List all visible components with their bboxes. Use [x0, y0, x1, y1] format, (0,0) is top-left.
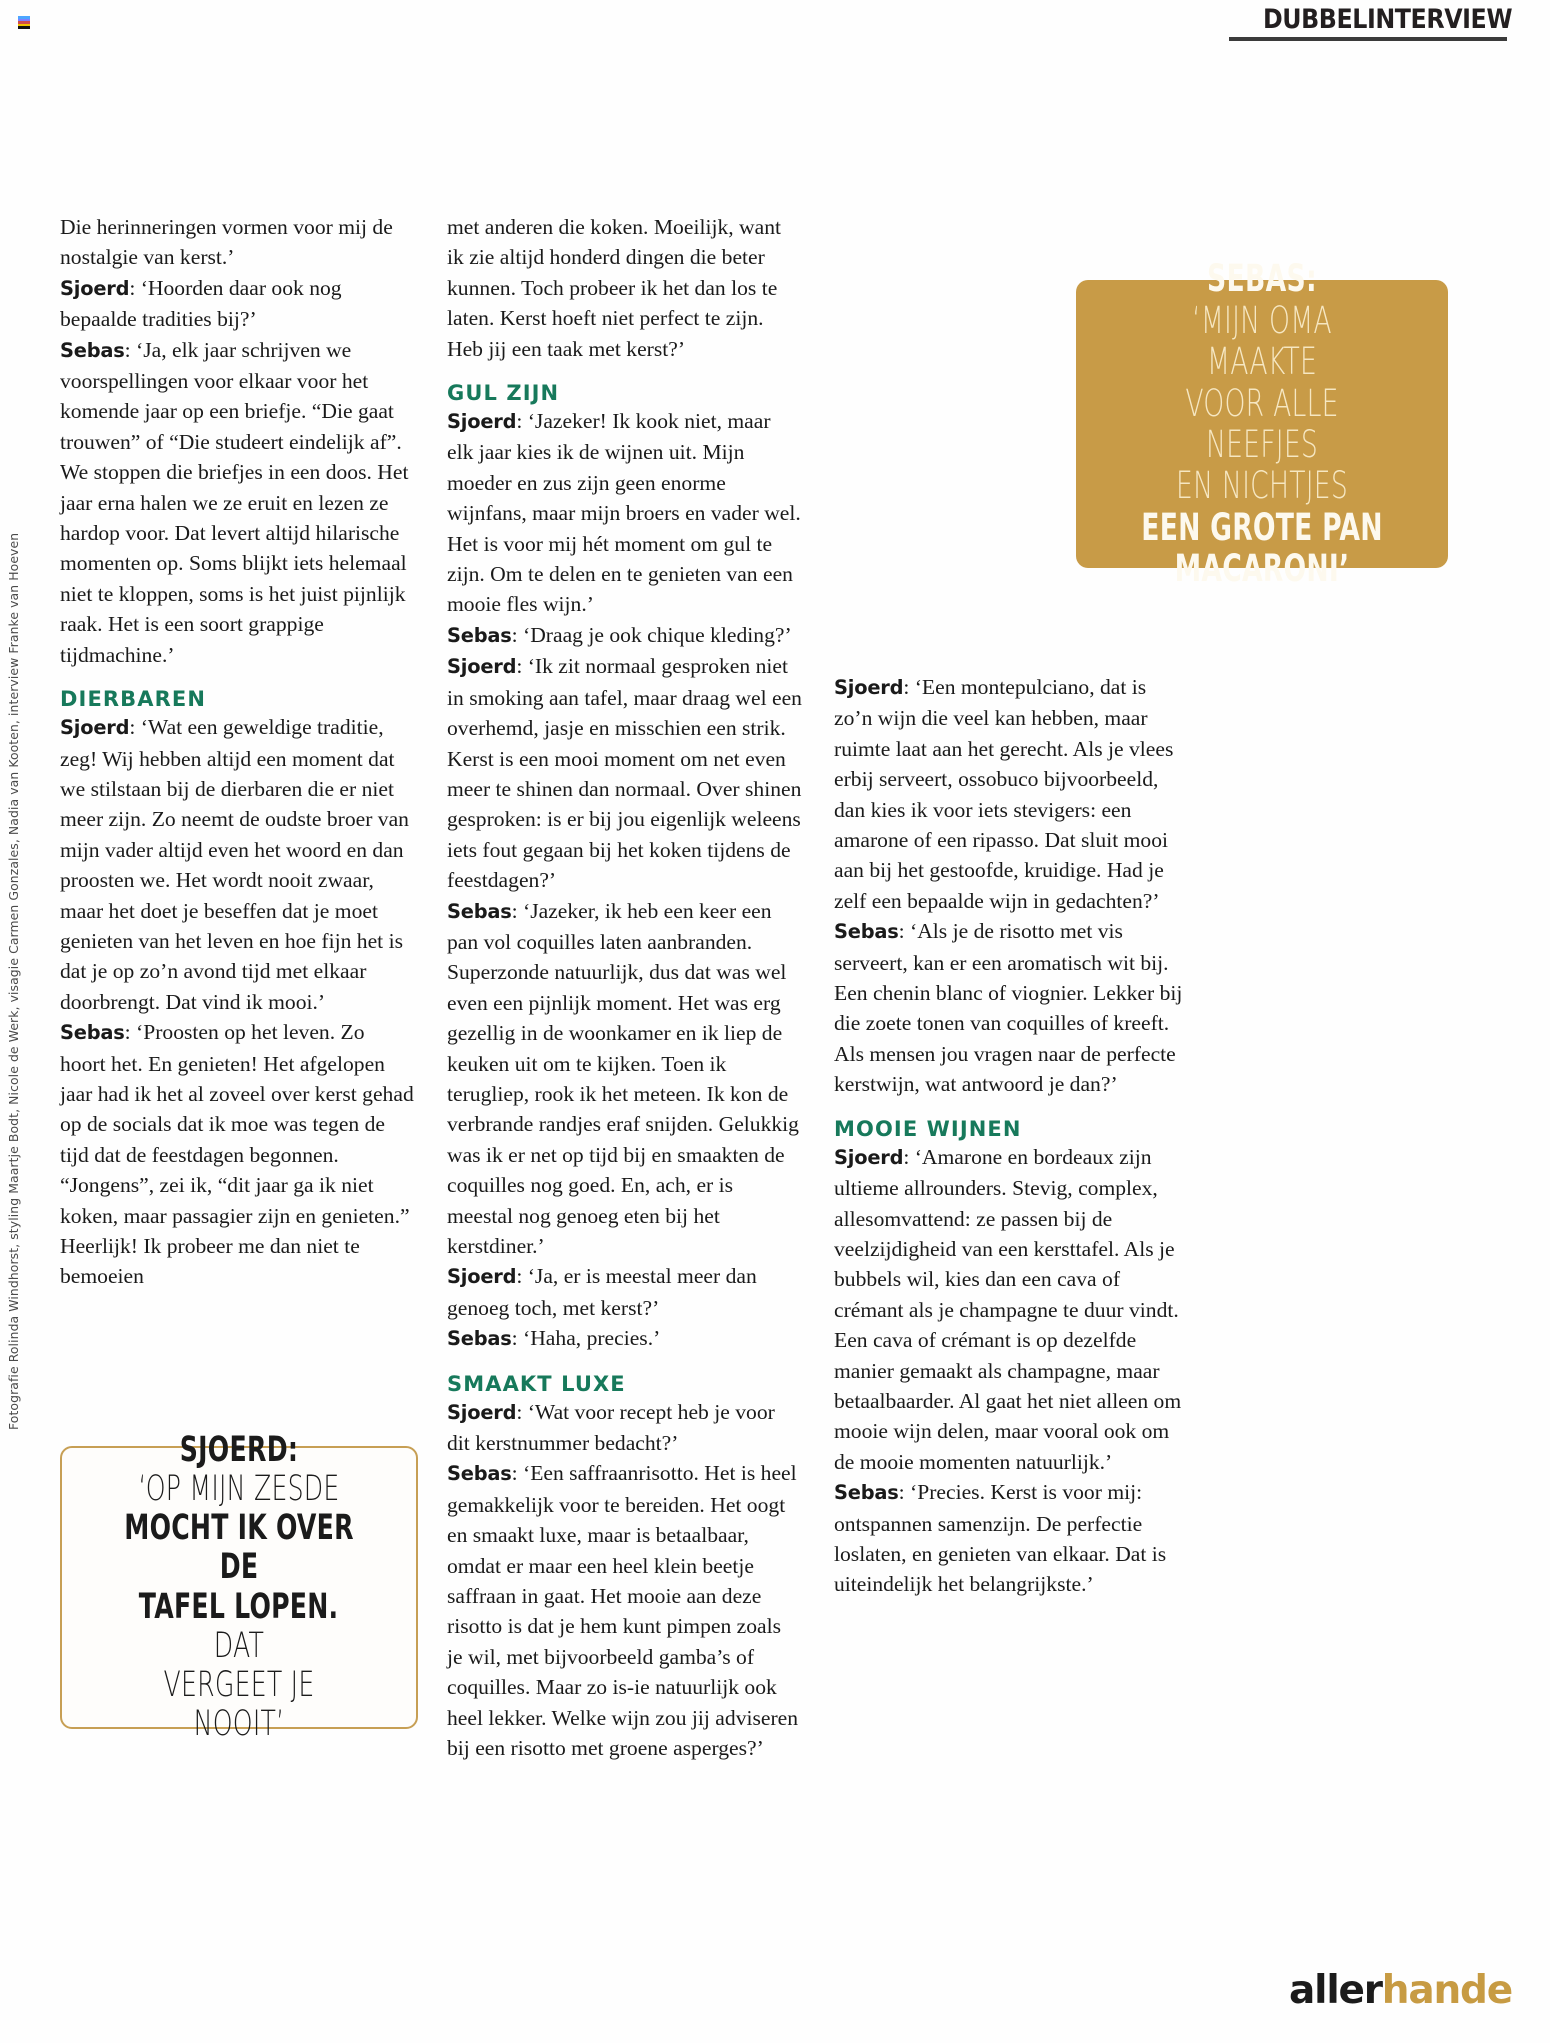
speaker-label: Sjoerd: [447, 1400, 517, 1424]
paragraph: Die herinneringen vormen voor mij de nostalgie van kerst.’: [60, 215, 393, 270]
header-rule: [1229, 37, 1507, 41]
paragraph: Sjoerd: ‘Een montepulciano, dat is zo’n wijn die veel kan hebben, maar ruimte laat aan het gerecht. Als je vlees erbij serveert, ossobuco bijvoorbeeld, dan kies ik voor iets stevigers: een amarone of een ripasso. Dat sluit mooi aan bij het gestoofde, kruidige. Had je zelf een bepaalde wijn in gedachten?’: [834, 675, 1174, 913]
pullquote-line: MACARONI’: [1174, 547, 1350, 591]
paragraph: Sjoerd: ‘Wat een geweldige traditie, zeg! Wij hebben altijd een moment dat we stilstaan bij de dierbaren die er niet meer zijn. Zo neemt de oudste broer van mijn vader altijd even het woord en dan proosten we. Het wordt nooit zwaar, maar het doet je beseffen dat je moet genieten van het leven en hoe fijn het is dat je op zo’n avond tijd met elkaar doorbrengt. Dat vind ik mooi.’: [60, 715, 409, 1014]
paragraph: Sebas: ‘Precies. Kerst is voor mij: ontspannen samenzijn. De perfectie loslaten, en genieten van elkaar. Dat is uiteindelijk het belangrijkste.’: [834, 1480, 1167, 1597]
speaker-label: Sebas: [447, 899, 512, 923]
pullquote-sjoerd: [60, 1429, 418, 1745]
paragraph: Sebas: ‘Proosten op het leven. Zo hoort het. En genieten! Het afgelopen jaar had ik het al zoveel over kerst gehad op de socials dat ik moe was tegen de tijd dat de feestdagen begonnen. “Jongens”, zei ik, “dit jaar ga ik niet koken, maar passagier zijn en genieten.” Heerlijk! Ik probeer me dan niet te bemoeien: [60, 1020, 414, 1289]
paragraph: Sjoerd: ‘Ja, er is meestal meer dan genoeg toch, met kerst?’: [447, 1264, 757, 1320]
pullquote-line: EEN GROTE PAN: [1141, 505, 1383, 549]
paragraph: Sjoerd: ‘Amarone en bordeaux zijn ultieme allrounders. Stevig, complex, allesomvattend: ze passen bij de veelzijdigheid van een kersttafel. Als je bubbels wil, kies dan een cava of crémant als je champagne te duur vindt. Een cava of crémant is op dezelfde manier gemaakt als champagne, maar betaalbaarder. Al gaat het niet alleen om mooie wijn delen, maar vooral ook om de mooie momenten natuurlijk.’: [834, 1144, 1182, 1474]
paragraph: Sjoerd: ‘Hoorden daar ook nog bepaalde tradities bij?’: [60, 275, 342, 332]
speaker-label: Sebas: [447, 1327, 512, 1351]
pullquote-line: EN NICHTJES: [1176, 464, 1348, 508]
registration-mark-icon: [18, 16, 30, 29]
paragraph: Sjoerd: ‘Wat voor recept heb je voor dit kerstnummer bedacht?’: [447, 1399, 775, 1456]
pullquote-line: VOOR ALLE NEEFJES: [1185, 381, 1339, 466]
speaker-label: Sebas: [60, 338, 125, 362]
speaker-label: Sjoerd: [834, 1145, 904, 1169]
column-2: [447, 212, 802, 1764]
speaker-label: Sjoerd: [60, 276, 130, 300]
page-kicker: DUBBELINTERVIEW: [1262, 4, 1512, 35]
pullquote-line: MOCHT IK OVER DE: [124, 1508, 354, 1588]
paragraph: Sebas: ‘Een saffraanrisotto. Het is heel gemakkelijk voor te bereiden. Het oogt en smaakt luxe, maar is betaalbaar, omdat er maar een heel klein beetje saffraan in gaat. Het mooie aan deze risotto is dat je hem kunt pimpen zoals je wil, met bijvoorbeeld gamba’s of coquilles. Maar zo is-ie natuurlijk ook heel lekker. Welke wijn zou jij adviseren bij een risotto met groene asperges?’: [447, 1461, 799, 1761]
paragraph: met anderen die koken. Moeilijk, want ik zie altijd honderd dingen die beter kunnen. Toch probeer ik het dan los te laten. Kerst hoeft niet perfect te zijn. Heb jij een taak met kerst?’: [447, 215, 782, 361]
section-heading-dierbaren: DIERBAREN: [60, 687, 207, 712]
pullquote-line: ‘OP MIJN ZESDE: [138, 1468, 340, 1509]
pullquote-line: TAFEL LOPEN.: [139, 1586, 339, 1627]
speaker-label: Sjoerd: [60, 716, 130, 740]
paragraph: Sjoerd: ‘Ik zit normaal gesproken niet in smoking aan tafel, maar draag wel een overhemd, jasje en misschien een strik. Kerst is een mooi moment om net even meer te shinen dan normaal. Over shinen gesproken: is er bij jou eigenlijk weleens iets fout gegaan bij het koken tijdens de feestdagen?’: [447, 654, 802, 893]
section-heading-gul-zijn: GUL ZIJN: [447, 381, 560, 406]
speaker-label: Sebas: [60, 1021, 125, 1045]
logo-part-aller: aller: [1289, 1968, 1382, 2013]
photo-credits: Fotografie Rolinda Windhorst, styling Maartje Bodt, Nicole de Werk, visagie Carmen Gonzales, Nadia van Kooten, interview Franke van Hoeven: [6, 532, 21, 1430]
paragraph: Sebas: ‘Ja, elk jaar schrijven we voorspellingen voor elkaar voor het komende jaar op een briefje. “Die gaat trouwen” of “Die studeert eindelijk af”. We stoppen die briefjes in een doos. Het jaar erna halen we ze eruit en lezen ze hardop voor. Dat levert altijd hilarische momenten op. Soms blijkt iets helemaal niet te kloppen, soms is het juist pijnlijk raak. Het is een soort grappige tijdmachine.’: [60, 337, 409, 667]
section-heading-smaakt-luxe: SMAAKT LUXE: [447, 1371, 626, 1396]
speaker-label: Sebas: [834, 920, 899, 944]
allerhande-logo: [1289, 1968, 1512, 2013]
speaker-label: Sebas: [834, 1481, 899, 1505]
pullquote-speaker: SJOERD:: [179, 1429, 299, 1470]
pullquote-sebas: [1076, 257, 1448, 591]
pullquote-line: VERGEET JE NOOIT’: [163, 1664, 315, 1745]
paragraph: Sebas: ‘Jazeker, ik heb een keer een pan vol coquilles laten aanbranden. Superzonde natuurlijk, dus dat was wel even een pijnlijk moment. Het was erg gezellig in de woonkamer en ik liep de keuken uit om te kijken. Toen ik terugliep, rook ik het meteen. Ik kon de verbrande randjes eraf snijden. Gelukkig was ik er net op tijd bij en smaakten de coquilles nog goed. En, ach, er is meestal nog genoeg eten bij het kerstdiner.’: [447, 898, 799, 1258]
paragraph: Sjoerd: ‘Jazeker! Ik kook niet, maar elk jaar kies ik de wijnen uit. Mijn moeder en zus zijn geen enorme wijnfans, maar mijn broers en vader wel. Het is voor mij hét moment om gul te zijn. Om te delen en te genieten van een mooie fles wijn.’: [447, 409, 801, 617]
paragraph: Sebas: ‘Draag je ook chique kleding?’: [447, 622, 792, 647]
section-heading-mooie-wijnen: MOOIE WIJNEN: [834, 1116, 1022, 1141]
logo-part-hande: hande: [1381, 1968, 1512, 2013]
paragraph: Sebas: ‘Als je de risotto met vis serveert, kan er een aromatisch wit bij. Een chenin blanc of viognier. Lekker bij die zoete tonen van coquilles of kreeft. Als mensen jou vragen naar de perfecte kerstwijn, wat antwoord je dan?’: [834, 919, 1183, 1097]
speaker-label: Sebas: [447, 1462, 512, 1486]
pullquote-line: ‘MIJN OMA MAAKTE: [1192, 298, 1332, 384]
paragraph: Sebas: ‘Haha, precies.’: [447, 1326, 661, 1351]
speaker-label: Sjoerd: [447, 410, 517, 434]
speaker-label: Sjoerd: [447, 655, 517, 679]
speaker-label: Sjoerd: [834, 676, 904, 699]
pullquote-speaker: SEBAS:: [1207, 257, 1317, 301]
speaker-label: Sebas: [447, 623, 512, 647]
page-header: [1229, 6, 1512, 41]
pullquote-line: DAT: [213, 1625, 265, 1666]
speaker-label: Sjoerd: [447, 1265, 517, 1289]
